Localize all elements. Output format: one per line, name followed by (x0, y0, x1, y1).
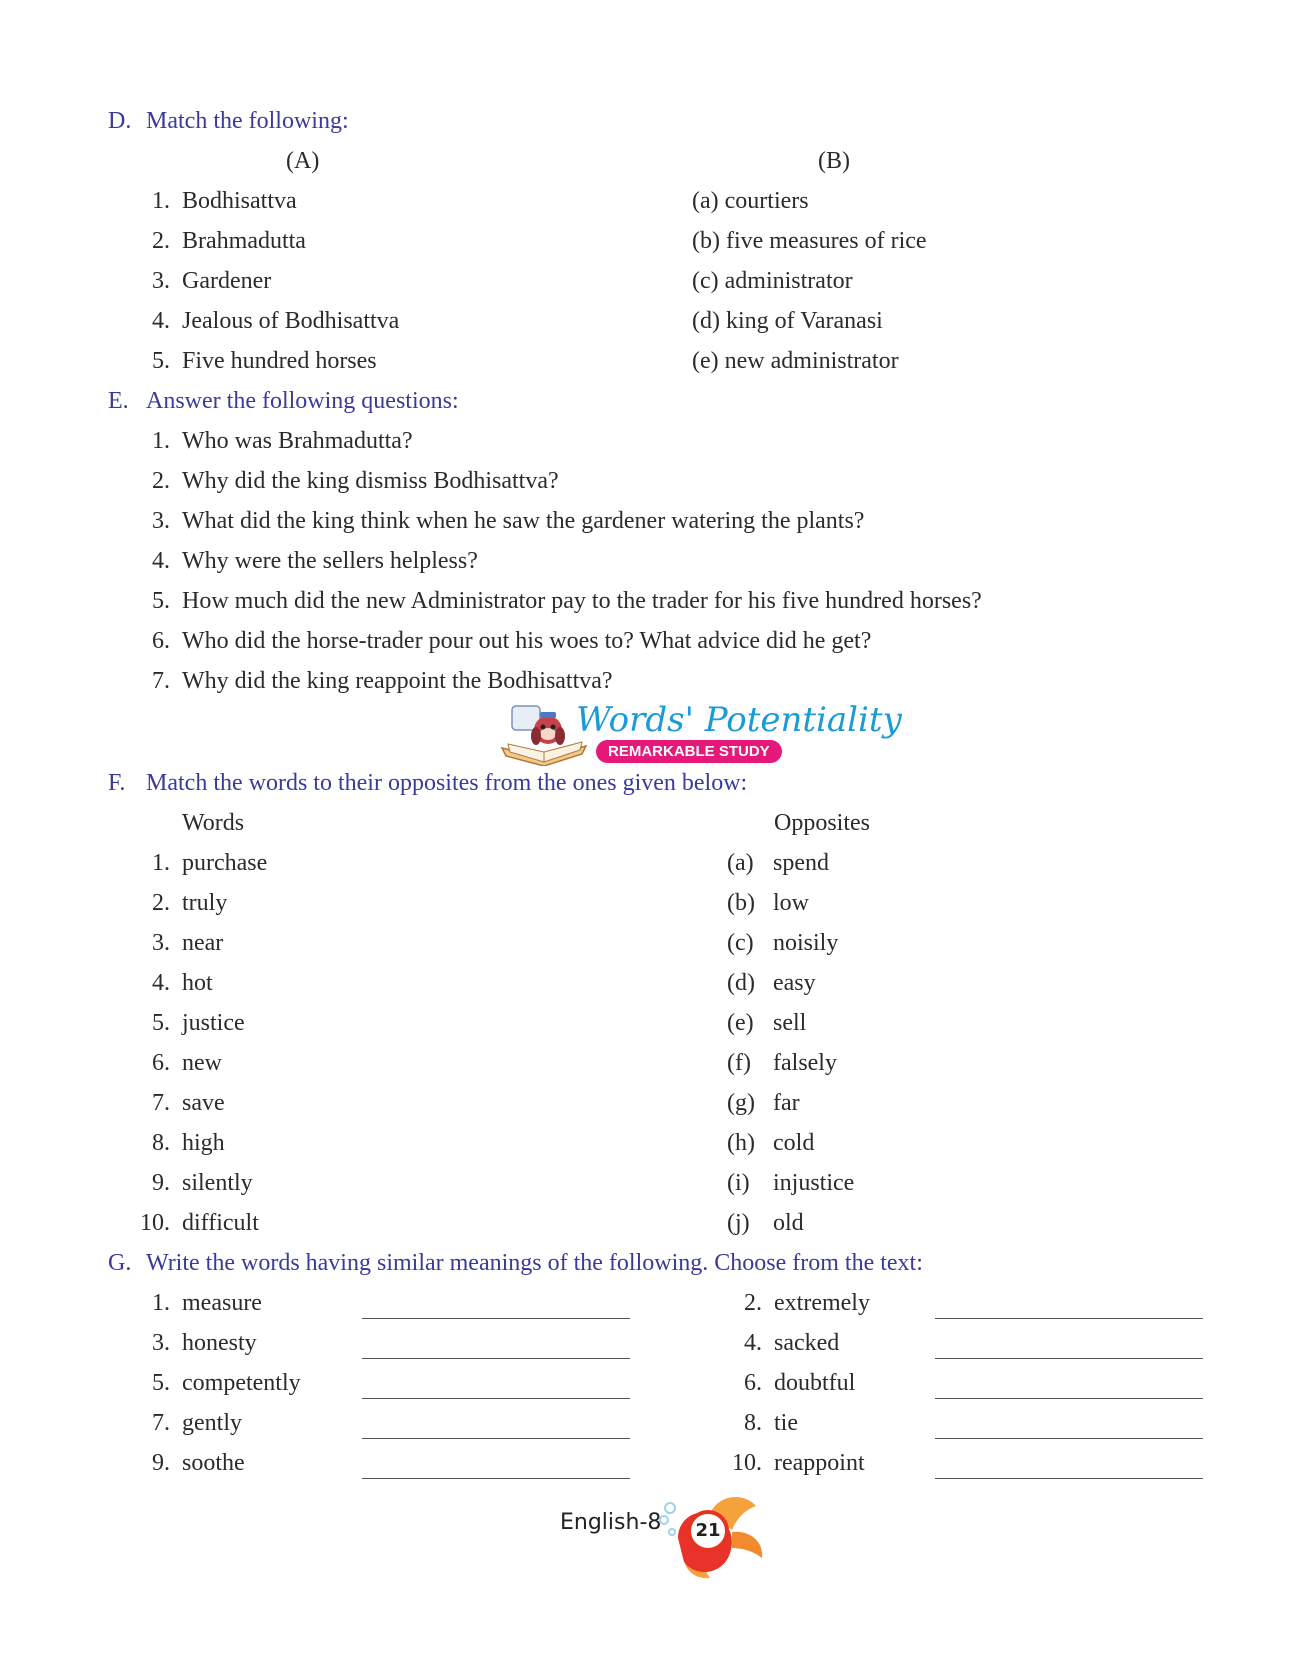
synonym-word: 8. tie (744, 1410, 798, 1436)
banner-title: Words' Potentiality (576, 700, 902, 740)
opposite-item: (f) falsely (727, 1050, 837, 1076)
word-item: 5. justice (152, 1010, 245, 1036)
synonym-word: 7. gently (152, 1410, 242, 1436)
word-item: 8. high (152, 1130, 225, 1156)
column-a-label: (A) (286, 148, 320, 174)
synonym-word: 2. extremely (744, 1290, 870, 1316)
opposite-item: (j) old (727, 1210, 804, 1236)
words-potentiality-banner (498, 700, 902, 766)
match-left-item: 4. Jealous of Bodhisattva (152, 308, 400, 334)
match-left-item: 5. Five hundred horses (152, 348, 377, 374)
word-item: 7. save (152, 1090, 225, 1116)
opposite-item: (h) cold (727, 1130, 815, 1156)
synonym-word: 1. measure (152, 1290, 262, 1316)
opposites-column-label: Opposites (774, 810, 870, 836)
answer-blank[interactable] (935, 1398, 1203, 1399)
synonym-word: 6. doubtful (744, 1370, 856, 1396)
word-item: 6. new (152, 1050, 222, 1076)
section-title: Write the words having similar meanings of the following. Choose from the text: (146, 1250, 923, 1276)
answer-blank[interactable] (362, 1318, 630, 1319)
opposite-item: (e) sell (727, 1010, 807, 1036)
opposite-item: (a) spend (727, 850, 829, 876)
answer-blank[interactable] (362, 1438, 630, 1439)
word-item: 4. hot (152, 970, 213, 996)
match-left-item: 1. Bodhisattva (152, 188, 297, 214)
opposite-item: (c) noisily (727, 930, 839, 956)
section-letter: D. (108, 108, 132, 134)
match-left-item: 2. Brahmadutta (152, 228, 306, 254)
word-item: 9. silently (152, 1170, 253, 1196)
remarkable-study-badge: REMARKABLE STUDY (596, 740, 782, 763)
match-right-item: (d) king of Varanasi (692, 308, 883, 334)
section-e-heading (108, 388, 459, 415)
word-item: 3. near (152, 930, 224, 956)
match-right-item: (a) courtiers (692, 188, 809, 214)
question-item: 7. Why did the king reappoint the Bodhisattva? (152, 668, 613, 694)
words-column-label: Words (182, 810, 245, 836)
synonym-word: 3. honesty (152, 1330, 257, 1356)
match-left-item: 3. Gardener (152, 268, 272, 294)
opposite-item: (b) low (727, 890, 809, 916)
synonym-word: 5. competently (152, 1370, 301, 1396)
answer-blank[interactable] (362, 1398, 630, 1399)
synonym-word: 4. sacked (744, 1330, 840, 1356)
synonym-word: 9. soothe (152, 1450, 245, 1476)
question-item: 4. Why were the sellers helpless? (152, 548, 478, 574)
question-item: 5. How much did the new Administrator pay to the trader for his five hundred horses? (152, 588, 982, 614)
match-right-item: (c) administrator (692, 268, 853, 294)
answer-blank[interactable] (362, 1478, 630, 1479)
answer-blank[interactable] (362, 1358, 630, 1359)
section-title: Answer the following questions: (146, 388, 459, 414)
section-title: Match the following: (146, 108, 349, 134)
book-title-footer: English-8 (560, 1510, 662, 1535)
opposite-item: (d) easy (727, 970, 816, 996)
section-f-heading (108, 770, 747, 797)
word-item: 2. truly (152, 890, 228, 916)
section-letter: G. (108, 1250, 132, 1276)
answer-blank[interactable] (935, 1478, 1203, 1479)
match-right-item: (e) new administrator (692, 348, 899, 374)
word-item: 10. difficult (140, 1210, 259, 1236)
synonym-word: 10. reappoint (732, 1450, 865, 1476)
answer-blank[interactable] (935, 1358, 1203, 1359)
section-title: Match the words to their opposites from the ones given below: (146, 770, 748, 796)
question-item: 3. What did the king think when he saw the gardener watering the plants? (152, 508, 865, 534)
column-b-label: (B) (818, 148, 850, 174)
section-letter: E. (108, 388, 129, 414)
answer-blank[interactable] (935, 1438, 1203, 1439)
match-right-item: (b) five measures of rice (692, 228, 927, 254)
section-d-heading (108, 108, 349, 135)
opposite-item: (i) injustice (727, 1170, 855, 1196)
word-item: 1. purchase (152, 850, 268, 876)
answer-blank[interactable] (935, 1318, 1203, 1319)
question-item: 1. Who was Brahmadutta? (152, 428, 413, 454)
question-item: 6. Who did the horse-trader pour out his woes to? What advice did he get? (152, 628, 872, 654)
section-letter: F. (108, 770, 126, 796)
section-g-heading (108, 1250, 923, 1277)
opposite-item: (g) far (727, 1090, 800, 1116)
page-number: 21 (687, 1510, 729, 1552)
question-item: 2. Why did the king dismiss Bodhisattva? (152, 468, 559, 494)
